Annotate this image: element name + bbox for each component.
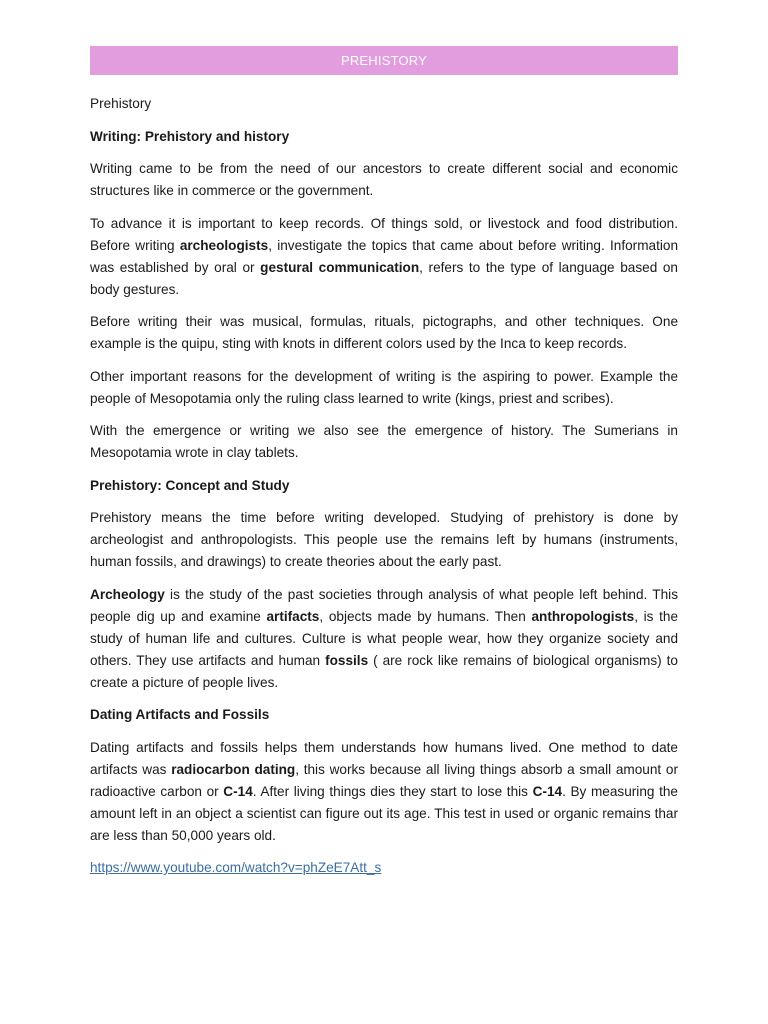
bold-term-anthropologists: anthropologists (531, 608, 635, 624)
paragraph-2 (90, 213, 678, 301)
paragraph-6: Prehistory means the time before writing developed. Studying of prehistory is done by archeologist and anthropologists. This people use the remains left by humans (instruments, human fossils, and drawings) to create theories about the early past. (90, 510, 678, 569)
bold-term-archeologists: archeologists (179, 237, 269, 253)
paragraph-5: With the emergence or writing we also see the emergence of history. The Sumerians in Mesopotamia wrote in clay tablets. (90, 423, 678, 460)
text-run: . After living things dies they start to lose this (252, 783, 533, 799)
bold-term-radiocarbon-dating: radiocarbon dating (171, 761, 296, 777)
paragraph-3: Before writing their was musical, formulas, rituals, pictographs, and other techniques. One example is the quipu, sting with knots in different colors used by the Inca to keep records. (90, 314, 678, 351)
section-heading-dating: Dating Artifacts and Fossils (90, 707, 270, 722)
text-run: , is the study of human life and cultures. Culture is what people wear, how they organize society and others. They use artifacts and human (90, 608, 679, 668)
text-run: , this works because all living things absorb a small amount or radioactive carbon or (90, 761, 678, 799)
paragraph-7 (90, 584, 678, 694)
document-title-line: Prehistory (90, 96, 152, 111)
text-run: , refers to the type of language based on body gestures. (90, 259, 678, 297)
text-run: Dating artifacts and fossils helps them understands how humans lived. One method to date artifacts was (90, 739, 678, 777)
text-run: is the study of the past societies through analysis of what people left behind. This people dig up and examine (90, 586, 678, 624)
paragraph-8 (90, 737, 678, 847)
text-run: , investigate the topics that came about before writing. Information was established by oral or (90, 237, 679, 275)
bold-term-fossils: fossils (325, 652, 369, 668)
text-run: , objects made by humans. Then (319, 608, 532, 624)
document-body (90, 93, 678, 890)
bold-term-c14: C-14 (532, 783, 563, 799)
link-paragraph (90, 857, 678, 879)
paragraph-1: Writing came to be from the need of our ancestors to create different social and economic structures like in commerce or the government. (90, 161, 678, 198)
paragraph-4: Other important reasons for the development of writing is the aspiring to power. Example the people of Mesopotamia only the ruling class learned to write (kings, priest and scribes). (90, 368, 678, 406)
bold-term-gestural-communication: gestural communication (260, 259, 420, 275)
bold-term-archeology: Archeology (90, 586, 165, 602)
title-banner: PREHISTORY (90, 46, 678, 75)
youtube-link[interactable]: https://www.youtube.com/watch?v=phZeE7Att_s (90, 860, 382, 875)
text-run: . By measuring the amount left in an object a scientist can figure out its age. This test in used or organic remains thar are less than 50,000 years old. (90, 783, 678, 843)
bold-term-artifacts: artifacts (266, 608, 320, 624)
section-heading-concept: Prehistory: Concept and Study (90, 477, 290, 493)
section-heading-writing: Writing: Prehistory and history (90, 128, 290, 144)
text-run: ( are rock like remains of biological organisms) to create a picture of people lives. (90, 652, 678, 690)
bold-term-c14: C-14 (223, 783, 253, 799)
text-run: To advance it is important to keep records. Of things sold, or livestock and food distribution. Before writing (90, 215, 678, 253)
